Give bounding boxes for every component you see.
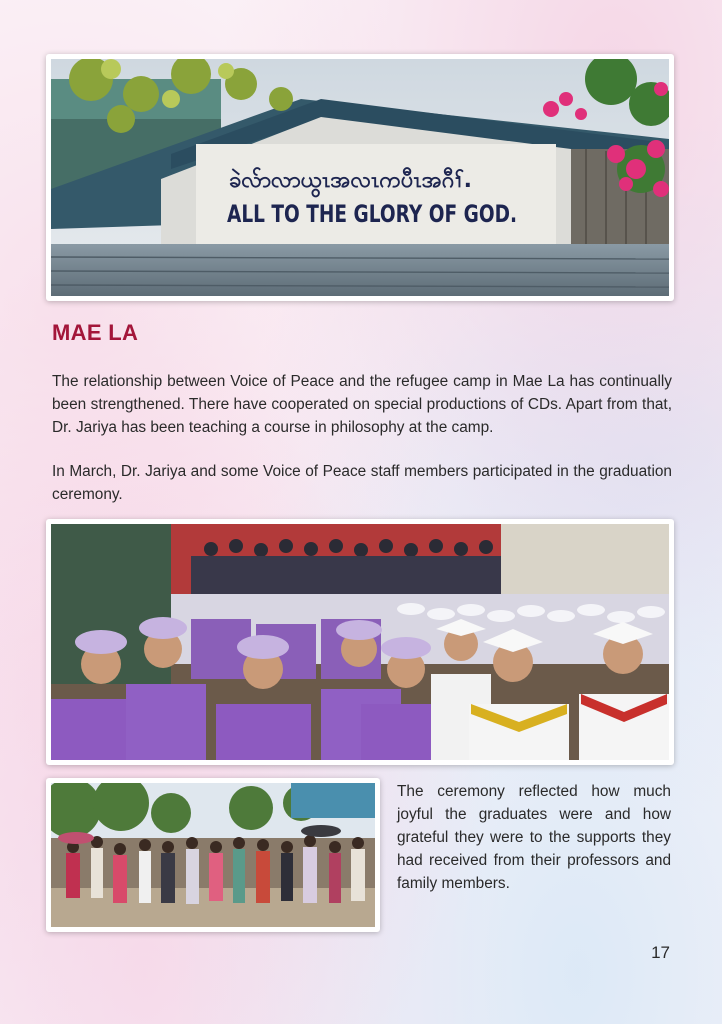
page-number: 17 <box>651 943 670 962</box>
graduation-ceremony-image <box>51 524 669 760</box>
paragraph-ceremony-reflection: The ceremony reflected how much joyful the graduates were and how grateful they were to the supports they had received from their professors and family members. <box>397 783 671 892</box>
outdoor-crowd-photo <box>46 778 380 932</box>
church-sign-image <box>51 59 669 296</box>
graduation-ceremony-photo <box>46 519 674 765</box>
outdoor-crowd-image <box>51 783 375 927</box>
section-title: MAE LA <box>52 320 139 345</box>
sign-burmese-text: ခဲလ်ာလာယွၤအလၤကပီၤအဂီၢ်. <box>229 168 472 193</box>
church-sign-photo <box>46 54 674 301</box>
paragraph-graduation: In March, Dr. Jariya and some Voice of Peace staff members participated in the graduation ceremony. <box>52 463 672 503</box>
sign-english-text: ALL TO THE GLORY OF GOD. <box>227 200 517 228</box>
paragraph-relationship: The relationship between Voice of Peace and the refugee camp in Mae La has continually been strengthened. There have cooperated on special productions of CDs. Apart from that, Dr. Jariya has been teaching a course in philosophy at the camp. <box>52 373 672 436</box>
